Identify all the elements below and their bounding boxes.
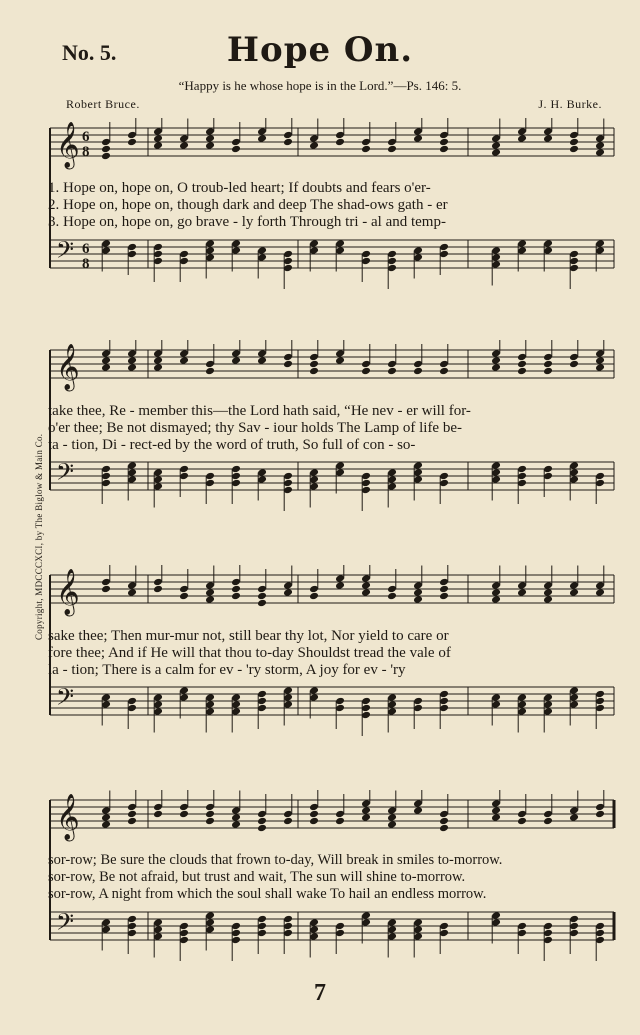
note-head (439, 145, 449, 154)
note-head (127, 588, 137, 597)
note-head (413, 806, 423, 815)
note-head (361, 588, 371, 597)
note-head (257, 599, 267, 608)
note-head (361, 581, 371, 590)
note-head (101, 585, 111, 594)
note-head (361, 145, 371, 154)
time-signature-bottom: 8 (82, 144, 90, 160)
note-head (179, 810, 189, 819)
bass-clef-icon: 𝄢 (56, 683, 75, 716)
note-head (179, 592, 189, 601)
lyric-verse-3: sor-row, A night from which the soul shall wake To hail an endless morrow. (48, 886, 487, 902)
time-signature-top: 6 (82, 129, 90, 145)
note-head (543, 134, 553, 143)
note-head (127, 138, 137, 147)
treble-clef-icon: 𝄞 (56, 344, 80, 390)
note-head (491, 148, 501, 157)
note-head (127, 810, 137, 819)
note-head (569, 360, 579, 369)
note-head (257, 134, 267, 143)
note-head (309, 367, 319, 376)
note-head (335, 356, 345, 365)
note-head (491, 806, 501, 815)
note-head (231, 585, 241, 594)
note-head (387, 592, 397, 601)
note-head (309, 360, 319, 369)
lyric-verse-2: o'er thee; Be not dismayed; thy Sav - iour holds The Lamp of life be- (48, 420, 462, 436)
note-head (309, 817, 319, 826)
lyric-verse-3: 3. Hope on, hope on, go brave - ly forth Through tri - al and temp- (48, 214, 446, 230)
composer-credit: J. H. Burke. (538, 97, 602, 111)
bass-clef-icon: 𝄢 (56, 236, 75, 269)
note-head (491, 356, 501, 365)
time-signature-bottom: 8 (82, 256, 90, 272)
note-head (361, 806, 371, 815)
note-head (439, 138, 449, 147)
note-head (413, 134, 423, 143)
lyric-verse-2: fore thee; And if He will that thou to-day Shouldst tread the vale of (48, 645, 451, 661)
note-head (517, 360, 527, 369)
note-head (491, 141, 501, 150)
note-head (153, 585, 163, 594)
note-head (231, 145, 241, 154)
note-head (153, 134, 163, 143)
note-head (101, 363, 111, 372)
note-head (387, 820, 397, 829)
note-head (101, 820, 111, 829)
note-head (569, 138, 579, 147)
note-head (543, 588, 553, 597)
lyric-verse-1: sake thee; Then mur-mur not, still bear thy lot, Nor yield to care or (48, 628, 449, 644)
note-head (153, 356, 163, 365)
note-head (153, 810, 163, 819)
note-head (205, 817, 215, 826)
note-head (153, 141, 163, 150)
note-head (517, 817, 527, 826)
epigraph: “Happy is he whose hope is in the Lord.”—Ps. 146: 5. (178, 78, 462, 93)
note-head (101, 813, 111, 822)
note-head (283, 360, 293, 369)
note-head (179, 141, 189, 150)
note-head (569, 813, 579, 822)
note-head (283, 588, 293, 597)
treble-clef-icon: 𝄞 (56, 569, 80, 615)
note-head (231, 820, 241, 829)
note-head (413, 588, 423, 597)
lyricist-credit: Robert Bruce. (66, 97, 140, 111)
note-head (231, 592, 241, 601)
note-head (205, 810, 215, 819)
note-head (491, 813, 501, 822)
note-head (361, 367, 371, 376)
note-head (101, 152, 111, 161)
note-head (127, 363, 137, 372)
note-head (543, 367, 553, 376)
lyric-verse-1: 1. Hope on, hope on, O troub-led heart; If doubts and fears o'er- (48, 180, 431, 196)
note-head (595, 810, 605, 819)
lyrics-block-4 (48, 852, 618, 903)
note-head (491, 363, 501, 372)
note-head (595, 363, 605, 372)
note-head (205, 588, 215, 597)
note-head (569, 145, 579, 154)
lyric-verse-2: sor-row, Be not afraid, but trust and wait, The sun will shine to-morrow. (48, 869, 466, 885)
note-head (257, 824, 267, 833)
note-head (439, 817, 449, 826)
note-head (361, 813, 371, 822)
note-head (205, 141, 215, 150)
note-head (257, 592, 267, 601)
note-head (595, 588, 605, 597)
note-head (127, 356, 137, 365)
note-head (569, 588, 579, 597)
note-head (153, 363, 163, 372)
note-head (387, 367, 397, 376)
note-head (283, 138, 293, 147)
note-head (205, 595, 215, 604)
note-head (517, 367, 527, 376)
page-number: 7 (314, 980, 326, 1006)
lyrics-block-2 (48, 403, 618, 454)
note-head (517, 588, 527, 597)
note-head (595, 148, 605, 157)
note-head (309, 141, 319, 150)
note-head (439, 367, 449, 376)
bass-clef-icon: 𝄢 (56, 458, 75, 491)
treble-clef-icon: 𝄞 (56, 122, 80, 168)
treble-clef-icon: 𝄞 (56, 794, 80, 840)
note-head (439, 585, 449, 594)
bass-clef-icon: 𝄢 (56, 908, 75, 941)
note-head (283, 817, 293, 826)
note-head (205, 134, 215, 143)
lyrics-block-3 (48, 628, 618, 679)
note-head (413, 595, 423, 604)
note-head (101, 145, 111, 154)
note-head (439, 592, 449, 601)
time-signature-top: 6 (82, 241, 90, 257)
note-head (179, 356, 189, 365)
lyric-verse-3: ta - tion, Di - rect-ed by the word of truth, So full of con - so- (48, 437, 416, 453)
note-head (413, 367, 423, 376)
note-head (387, 813, 397, 822)
lyric-verse-1: take thee, Re - member this—the Lord hath said, “He nev - er will for- (48, 403, 471, 419)
note-head (231, 813, 241, 822)
note-head (595, 141, 605, 150)
note-head (127, 817, 137, 826)
note-head (335, 581, 345, 590)
note-head (335, 817, 345, 826)
lyrics-block-1 (48, 180, 618, 231)
note-head (205, 367, 215, 376)
note-head (257, 817, 267, 826)
note-head (257, 356, 267, 365)
note-head (231, 356, 241, 365)
note-head (309, 810, 319, 819)
note-head (543, 595, 553, 604)
hymn-number: No. 5. (62, 40, 117, 65)
lyric-verse-3: la - tion; There is a calm for ev - 'ry storm, A joy for ev - 'ry (48, 662, 406, 678)
lyric-verse-1: sor-row; Be sure the clouds that frown to-day, Will break in smiles to-morrow. (48, 852, 503, 868)
note-head (543, 817, 553, 826)
note-head (309, 592, 319, 601)
note-head (543, 360, 553, 369)
note-head (517, 134, 527, 143)
note-head (491, 588, 501, 597)
note-head (595, 356, 605, 365)
note-head (335, 138, 345, 147)
hymn-title: Hope On. (226, 30, 414, 70)
note-head (439, 824, 449, 833)
lyric-verse-2: 2. Hope on, hope on, though dark and deep The shad-ows gath - er (48, 197, 448, 213)
copyright-notice: Copyright, MDCCCXCI, by The Biglow & Main Co. (34, 433, 44, 640)
note-head (101, 356, 111, 365)
note-head (387, 145, 397, 154)
note-head (491, 595, 501, 604)
